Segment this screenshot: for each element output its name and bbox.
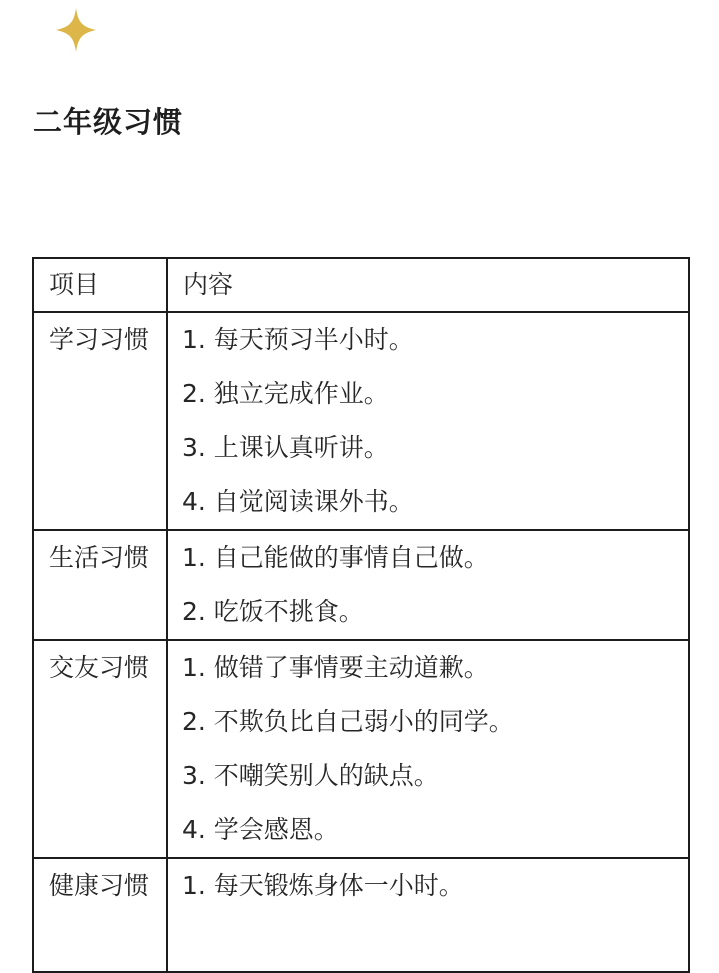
- habit-item: 2. 不欺负比自己弱小的同学。: [182, 707, 514, 736]
- sparkle-icon: [54, 6, 98, 54]
- habit-item: 1. 自己能做的事情自己做。: [182, 543, 489, 572]
- habit-item: 2. 独立完成作业。: [182, 379, 389, 408]
- habit-item: 3. 不嘲笑别人的缺点。: [182, 761, 439, 790]
- category-cell: 生活习惯: [33, 530, 167, 640]
- table-row-life-habits: [33, 530, 689, 640]
- category-cell: 健康习惯: [33, 858, 167, 972]
- content-cell: [167, 640, 689, 858]
- column-header-item: 项目: [33, 258, 167, 312]
- category-cell: 学习习惯: [33, 312, 167, 530]
- page-title: 二年级习惯: [33, 105, 184, 139]
- table-row-friendship-habits: [33, 640, 689, 858]
- column-header-content: 内容: [167, 258, 689, 312]
- content-cell: [167, 312, 689, 530]
- habit-item: 4. 自觉阅读课外书。: [182, 487, 414, 516]
- habit-item: 3. 上课认真听讲。: [182, 433, 389, 462]
- habit-item: 4. 学会感恩。: [182, 815, 339, 844]
- habit-item: 1. 每天预习半小时。: [182, 325, 414, 354]
- habit-item: 1. 每天锻炼身体一小时。: [182, 871, 464, 900]
- table-header-row: [33, 258, 689, 312]
- habit-item: 2. 吃饭不挑食。: [182, 597, 364, 626]
- content-cell: [167, 858, 689, 972]
- table-row-health-habits: [33, 858, 689, 972]
- table-row-study-habits: [33, 312, 689, 530]
- category-cell: 交友习惯: [33, 640, 167, 858]
- habit-item: 1. 做错了事情要主动道歉。: [182, 653, 489, 682]
- habits-table: [32, 257, 690, 973]
- content-cell: [167, 530, 689, 640]
